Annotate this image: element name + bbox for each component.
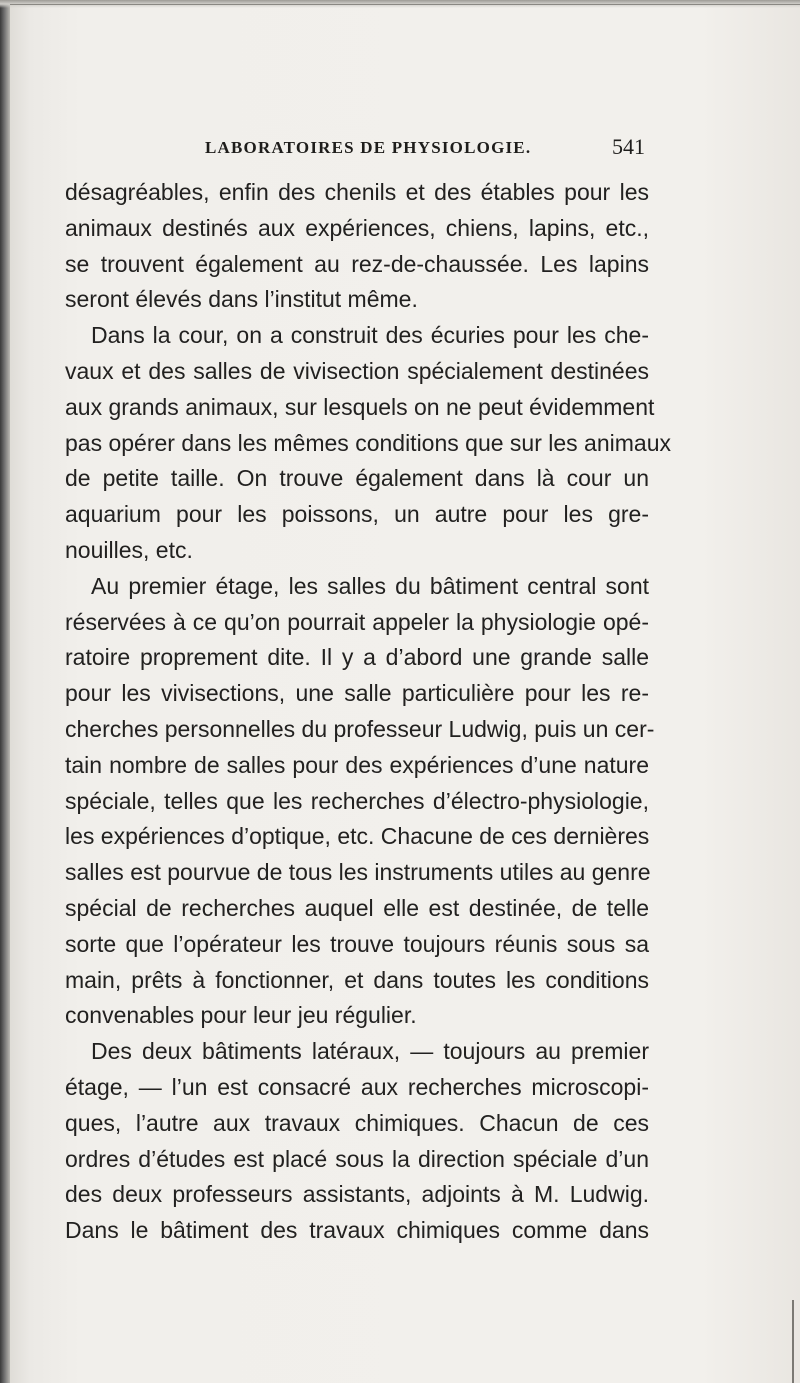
body-text — [65, 175, 671, 1249]
text-line: les expériences d’optique, etc. Chacune de ces dernières — [65, 823, 650, 850]
text-line: seront élevés dans l’institut même. — [65, 286, 418, 313]
text-line: pour les vivisections, une salle particulière pour les re- — [65, 680, 649, 707]
text-line: ques, l’autre aux travaux chimiques. Chacun de ces — [65, 1109, 649, 1136]
text-line: Au premier étage, les salles du bâtiment central sont — [91, 572, 649, 599]
text-line: étage, — l’un est consacré aux recherches microscopi- — [65, 1073, 649, 1100]
page-top-rule — [10, 4, 800, 5]
text-line: ratoire proprement dite. Il y a d’abord une grande salle — [65, 644, 649, 671]
text-line: salles est pourvue de tous les instruments utiles au genre — [65, 859, 651, 886]
text-line: vaux et des salles de vivisection spécialement destinées — [65, 357, 649, 384]
text-line: tain nombre de salles pour des expériences d’une nature — [65, 751, 649, 778]
text-line: aquarium pour les poissons, un autre pour les gre- — [65, 501, 649, 528]
text-line: réservées à ce qu’on pourrait appeler la physiologie opé- — [65, 608, 649, 635]
text-line: ordres d’études est placé sous la direction spéciale d’un — [65, 1145, 649, 1172]
text-line: Dans la cour, on a construit des écuries pour les che- — [91, 322, 649, 349]
page-header — [205, 134, 645, 168]
text-line: convenables pour leur jeu régulier. — [65, 1002, 417, 1029]
text-line: animaux destinés aux expériences, chiens, lapins, etc., — [65, 214, 649, 241]
text-line: Des deux bâtiments latéraux, — toujours au premier — [91, 1038, 649, 1065]
page-number: 541 — [612, 134, 645, 159]
text-line: pas opérer dans les mêmes conditions que sur les animaux — [65, 429, 671, 456]
text-line: de petite taille. On trouve également dans là cour un — [65, 465, 649, 492]
text-line: main, prêts à fonctionner, et dans toutes les conditions — [65, 966, 649, 993]
running-head: LABORATOIRES DE PHYSIOLOGIE. — [205, 138, 532, 157]
text-line: spéciale, telles que les recherches d’électro-physiologie, — [65, 787, 649, 814]
text-line: Dans le bâtiment des travaux chimiques comme dans — [65, 1217, 649, 1244]
page-right-edge-mark — [792, 1300, 794, 1383]
text-line: se trouvent également au rez-de-chaussée. Les lapins — [65, 250, 649, 277]
text-line: aux grands animaux, sur lesquels on ne peut évidemment — [65, 393, 655, 420]
book-binding-edge — [0, 0, 10, 1383]
text-line: cherches personnelles du professeur Ludwig, puis un cer- — [65, 715, 655, 742]
text-line: spécial de recherches auquel elle est destinée, de telle — [65, 894, 649, 921]
text-line: des deux professeurs assistants, adjoints à M. Ludwig. — [65, 1181, 649, 1208]
text-line: nouilles, etc. — [65, 536, 193, 563]
text-line: désagréables, enfin des chenils et des étables pour les — [65, 179, 649, 205]
text-line: sorte que l’opérateur les trouve toujours réunis sous sa — [65, 930, 649, 957]
